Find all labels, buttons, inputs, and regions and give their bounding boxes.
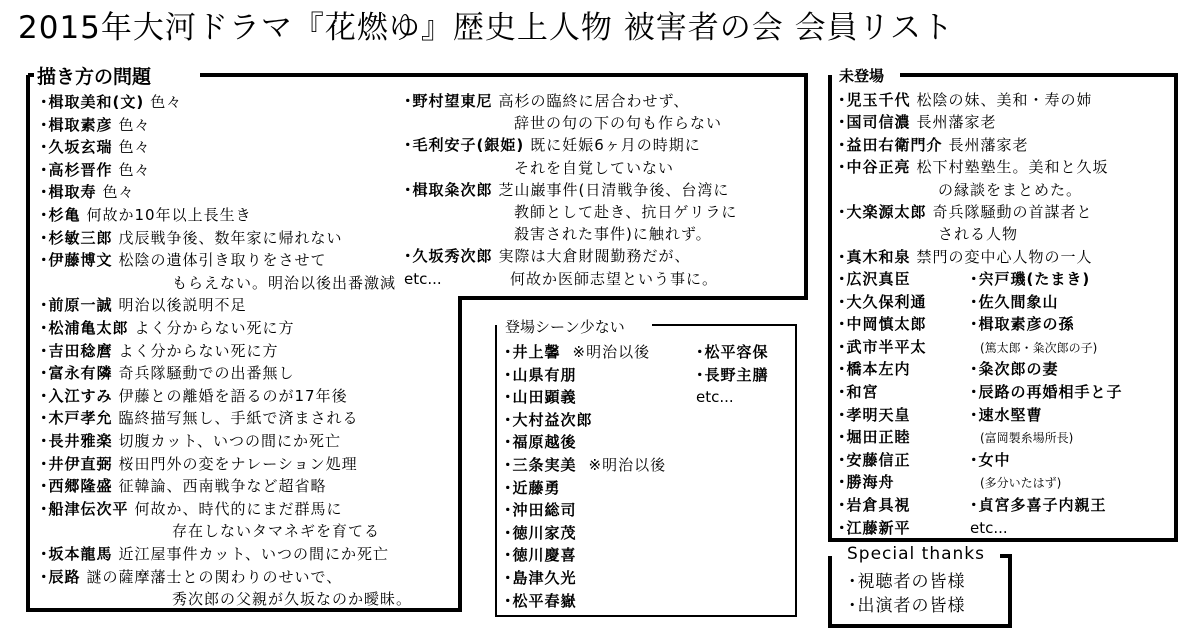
depiction-row: [404, 202, 737, 223]
depiction-desc: 辞世の句の下の句も作らない: [514, 114, 723, 133]
few-scenes-note: ※明治以後: [588, 456, 667, 474]
not-appeared-row: [970, 359, 1059, 380]
few-scenes-row: [504, 568, 577, 589]
special-thanks-item: ･出演者の皆様: [848, 596, 966, 616]
depiction-row: [40, 318, 295, 339]
depiction-name: ･楫取美和(文): [40, 93, 145, 111]
few-scenes-row: [504, 455, 666, 476]
few-scenes-name: ･長野主膳: [696, 365, 769, 384]
not-appeared-name: ･堀田正睦: [838, 428, 911, 447]
not-appeared-row: [980, 427, 1073, 449]
depiction-desc: 何故か医師志望という事に。: [510, 269, 719, 288]
few-scenes-row: [504, 387, 577, 408]
not-appeared-desc: 禁門の変中心人物の一人: [916, 247, 1093, 266]
not-appeared-row: [838, 382, 879, 403]
depiction-name: ･井伊直弼: [40, 454, 113, 473]
not-appeared-name: ･楫取素彦の孫: [970, 315, 1075, 334]
not-appeared-row: [838, 359, 911, 380]
depiction-desc: 実際は大倉財閥勤務だが、: [498, 247, 691, 266]
depiction-row: [40, 499, 343, 520]
not-appeared-row: [970, 314, 1075, 335]
not-appeared-name: ･国司信濃: [838, 113, 911, 132]
depiction-desc: 戊辰戦争後、数年家に帰れない: [118, 228, 343, 247]
few-scenes-row: [504, 342, 650, 363]
depiction-row: [40, 544, 389, 565]
not-appeared-desc: 長州藩家老: [916, 113, 997, 132]
few-scenes-name: ･松平春嶽: [504, 591, 577, 610]
not-appeared-name: ･安藤信正: [838, 450, 911, 469]
not-appeared-row: [970, 495, 1107, 516]
depiction-desc: 謎の薩摩藩士との関わりのせいで、: [86, 567, 343, 586]
depiction-desc: 高杉の臨終に居合わせず、: [498, 92, 690, 110]
not-appeared-row: [838, 427, 911, 448]
depiction-row: [40, 228, 343, 249]
depiction-row: [404, 135, 701, 156]
not-appeared-name: ･速水堅曹: [970, 405, 1043, 424]
not-appeared-row: [838, 157, 1109, 178]
depiction-name: ･楫取素彦: [40, 115, 113, 134]
not-appeared-row: [970, 292, 1059, 313]
not-appeared-name: ･勝海舟: [838, 473, 895, 492]
not-appeared-name: ･武市半平太: [838, 337, 927, 356]
depiction-row: [404, 180, 729, 201]
not-appeared-row: [838, 202, 1093, 223]
depiction-desc: 既に妊娠6ヶ月の時期に: [530, 136, 701, 155]
few-scenes-name: ･松平容保: [696, 343, 769, 361]
depiction-desc: 何故か、時代的にまだ群馬に: [134, 499, 343, 518]
not-appeared-row: [838, 518, 911, 539]
few-scenes-note: ※明治以後: [572, 343, 651, 361]
depiction-desc: 教師として赴き、抗日ゲリラに: [514, 203, 738, 221]
depiction-name: ･久坂玄瑞: [40, 138, 113, 157]
depiction-row: [40, 273, 396, 294]
depiction-desc: 存在しないタマネギを育てる: [172, 522, 381, 541]
special-thanks-item: ･視聴者の皆様: [848, 572, 966, 592]
not-appeared-name: ･孝明天皇: [838, 405, 911, 424]
depiction-name: ･前原一誠: [40, 296, 113, 315]
few-scenes-name: ･徳川家茂: [504, 523, 577, 542]
not-appeared-note: (富岡製糸場所長): [980, 431, 1074, 446]
depiction-desc: もらえない。明治以後出番激減: [172, 273, 397, 292]
few-scenes-name: ･三条実美: [504, 456, 577, 474]
depiction-name: ･高杉晋作: [40, 160, 113, 179]
not-appeared-desc: される人物: [938, 225, 1019, 244]
depiction-desc: 明治以後説明不足: [118, 296, 247, 315]
depiction-desc: 色々: [150, 93, 183, 111]
depiction-desc: 征韓論、西南戦争など超省略: [118, 477, 327, 496]
special-thanks-label: Special thanks: [844, 544, 988, 564]
depiction-desc: 芝山巌事件(日清戦争後、台湾に: [498, 180, 730, 199]
few-scenes-name: ･福原越後: [504, 433, 577, 452]
depiction-row: [40, 250, 327, 271]
depiction-row: [40, 589, 412, 610]
few-scenes-row: [504, 478, 561, 499]
depiction-desc: 奇兵隊騒動での出番無し: [118, 364, 295, 383]
not-appeared-name: etc...: [970, 518, 1008, 537]
not-appeared-row: [970, 450, 1011, 471]
depiction-name: ･入江すみ: [40, 386, 113, 405]
few-scenes-row: [504, 545, 577, 566]
not-appeared-desc: の縁談をまとめた。: [938, 180, 1083, 199]
not-appeared-name: ･岩倉具視: [838, 496, 911, 514]
not-appeared-section-label: 未登場: [836, 65, 887, 86]
few-scenes-etc: etc...: [696, 388, 734, 407]
depiction-row: [40, 205, 252, 226]
few-scenes-name: ･山田顕義: [504, 388, 577, 407]
depiction-row: [40, 567, 342, 588]
depiction-name: ･楫取寿: [40, 183, 97, 202]
not-appeared-name: ･辰路の再婚相手と子: [970, 383, 1123, 401]
not-appeared-row: [980, 472, 1061, 494]
not-appeared-name: ･宍戸璣(たまき): [970, 270, 1091, 288]
depiction-name: ･吉田稔麿: [40, 341, 113, 360]
few-scenes-name: ･大村益次郎: [504, 410, 593, 429]
depiction-desc: 殺害された事件)に触れず。: [514, 225, 712, 244]
depiction-name: ･辰路: [40, 567, 81, 586]
depiction-desc: 切腹カット、いつの間にか死亡: [118, 432, 342, 450]
depiction-row: [40, 408, 359, 429]
not-appeared-row: [838, 450, 911, 471]
not-appeared-row: [838, 495, 911, 516]
depiction-row: [404, 224, 712, 245]
not-appeared-name: ･中岡慎太郎: [838, 315, 927, 334]
depiction-name: ･木戸孝允: [40, 409, 113, 428]
few-scenes-row: [504, 432, 577, 453]
depiction-name: ･船津伝次平: [40, 499, 129, 518]
depiction-desc: 松陰の遺体引き取りをさせて: [118, 251, 327, 270]
not-appeared-name: ･和宮: [838, 383, 879, 401]
depiction-desc: 近江屋事件カット、いつの間にか死亡: [118, 545, 390, 563]
not-appeared-desc: 松下村塾塾生。美和と久坂: [916, 158, 1109, 177]
few-scenes-name: ･徳川慶喜: [504, 546, 577, 565]
depiction-name: ･坂本龍馬: [40, 545, 113, 563]
not-appeared-row: [838, 224, 1018, 245]
not-appeared-row: [838, 112, 997, 133]
depiction-desc: 秀次郎の父親が久坂なのか曖昧。: [172, 590, 413, 609]
not-appeared-name: ･貞宮多喜子内親王: [970, 496, 1107, 514]
few-scenes-name: ･島津久光: [504, 569, 577, 587]
few-scenes-name: ･井上馨: [504, 343, 561, 361]
few-scenes-name: ･近藤勇: [504, 478, 561, 497]
depiction-name: ･富永有隣: [40, 364, 113, 383]
not-appeared-row: [838, 180, 1082, 201]
not-appeared-row: [838, 292, 927, 313]
not-appeared-name: ･真木和泉: [838, 247, 911, 266]
depiction-row: [40, 363, 295, 384]
few-scenes-name: ･山県有朋: [504, 365, 577, 384]
not-appeared-note: (篤太郎・粂次郎の子): [980, 340, 1098, 355]
depiction-row: [40, 137, 151, 158]
depiction-row: [404, 91, 689, 112]
few-scenes-name: ･沖田総司: [504, 501, 577, 520]
depiction-row: [40, 182, 135, 203]
depiction-desc: それを自覚していない: [514, 158, 675, 177]
depiction-name: ･楫取粂次郎: [404, 180, 493, 199]
few-scenes-row: [504, 365, 577, 386]
not-appeared-row: [838, 90, 1093, 111]
not-appeared-name: ･粂次郎の妻: [970, 360, 1059, 379]
not-appeared-name: ･益田右衛門介: [838, 135, 943, 154]
depiction-name: ･野村望東尼: [404, 92, 493, 110]
depiction-desc: 伊藤との離婚を語るのが17年後: [118, 386, 348, 405]
not-appeared-note: (多分いたはず): [980, 476, 1062, 491]
not-appeared-row: [838, 269, 911, 290]
depiction-desc: 色々: [118, 138, 151, 157]
depiction-row: [40, 476, 327, 497]
depiction-desc: 桜田門外の変をナレーション処理: [118, 454, 358, 473]
not-appeared-row: [838, 247, 1093, 268]
few-scenes-row: [504, 500, 577, 521]
not-appeared-name: ･女中: [970, 450, 1011, 469]
not-appeared-name: ･中谷正亮: [838, 158, 911, 177]
not-appeared-row: [838, 135, 1029, 156]
not-appeared-name: ･江藤新平: [838, 518, 911, 537]
not-appeared-row: [970, 269, 1090, 290]
depiction-row: [40, 386, 348, 407]
few-scenes-row: [504, 591, 577, 612]
not-appeared-name: ･児玉千代: [838, 91, 911, 109]
not-appeared-desc: 奇兵隊騒動の首謀者と: [932, 203, 1093, 221]
depiction-row: [404, 246, 691, 267]
depiction-section-label: 描き方の問題: [34, 62, 154, 89]
depiction-name: ･長井雅楽: [40, 432, 113, 450]
not-appeared-desc: 松陰の妹、美和・寿の姉: [916, 91, 1093, 109]
depiction-row: [40, 295, 247, 316]
not-appeared-row: [838, 472, 895, 493]
not-appeared-name: ･佐久間象山: [970, 292, 1059, 311]
depiction-row: [40, 431, 341, 452]
few-scenes-section-label: 登場シーン少ない: [502, 316, 628, 337]
not-appeared-row: [970, 518, 1008, 539]
depiction-row: [40, 115, 151, 136]
depiction-desc: 色々: [102, 183, 135, 202]
depiction-row: [404, 269, 718, 290]
depiction-row: [40, 521, 380, 542]
page-title: 2015年大河ドラマ『花燃ゆ』歴史上人物 被害者の会 会員リスト: [18, 10, 954, 46]
depiction-name: ･久坂秀次郎: [404, 247, 493, 266]
not-appeared-name: ･広沢真臣: [838, 270, 911, 288]
depiction-desc: よく分からない死に方: [134, 319, 295, 337]
depiction-desc: 臨終描写無し、手紙で済まされる: [118, 409, 359, 428]
not-appeared-row: [838, 405, 911, 426]
not-appeared-row: [838, 337, 927, 358]
depiction-row: [40, 341, 279, 362]
depiction-name: ･松浦亀太郎: [40, 319, 129, 337]
few-scenes-row: [696, 342, 769, 363]
depiction-name: ･西郷隆盛: [40, 477, 113, 496]
not-appeared-name: ･大楽源太郎: [838, 203, 927, 221]
not-appeared-row: [970, 382, 1123, 403]
not-appeared-name: ･橋本左内: [838, 360, 911, 379]
depiction-desc: 色々: [118, 115, 151, 134]
depiction-name: ･杉敏三郎: [40, 228, 113, 247]
few-scenes-row: [696, 365, 769, 386]
few-scenes-row: [504, 523, 577, 544]
depiction-name: ･杉亀: [40, 206, 81, 224]
not-appeared-row: [970, 405, 1043, 426]
depiction-row: [40, 454, 358, 475]
not-appeared-desc: 長州藩家老: [948, 135, 1029, 154]
depiction-name: etc...: [404, 269, 442, 288]
depiction-row: [404, 158, 674, 179]
depiction-desc: 色々: [118, 160, 151, 179]
depiction-desc: よく分からない死に方: [118, 341, 279, 360]
depiction-name: ･毛利安子(銀姫): [404, 136, 525, 155]
depiction-desc: 何故か10年以上長生き: [86, 206, 252, 224]
few-scenes-row: [504, 410, 593, 431]
depiction-name: ･伊藤博文: [40, 251, 113, 270]
not-appeared-row: [838, 314, 927, 335]
depiction-row: [404, 113, 722, 134]
depiction-row: [40, 92, 182, 113]
not-appeared-name: ･大久保利通: [838, 292, 927, 311]
depiction-row: [40, 160, 151, 181]
not-appeared-row: [980, 337, 1097, 359]
